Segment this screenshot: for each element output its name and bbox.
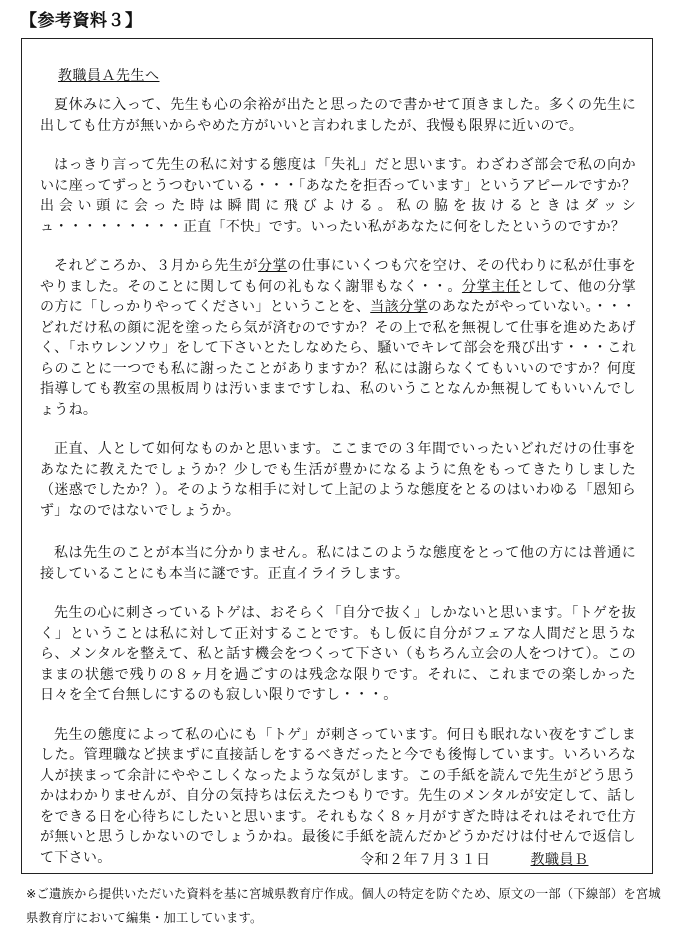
p3-text-2: の仕事にいくつも穴を空け、その代わりに私が仕事をやりました。そのことに関しても何の礼もなく謝罪もなく・・。 xyxy=(40,258,637,295)
salutation-text: 教職員Ａ先生へ xyxy=(58,68,160,84)
p3-text-4: のあなたがやっていない。・・・どれだけ私の顔に泥を塗ったら気が済むのですか？その上で私を無視して仕事を進めたあげく、「ホウレンソウ」をして下さいとたしなめたら、騒いでキレて部会を飛び出す・・・これらのことに一つでも私に謝ったことがありますか？私には謝らなくてもいいのですか？何度指導しても教室の黒板周りは汚いままですしね、私のいうことなんか無視してもいいんでしょうね。 xyxy=(40,299,637,418)
reference-label: 【参考資料３】 xyxy=(20,11,143,31)
letter-date: 令和２年７月３１日 xyxy=(360,852,491,868)
letter-paragraph-3 xyxy=(40,256,636,420)
letter-salutation xyxy=(58,65,160,85)
p3-text-1: それどころか、３月から先生が xyxy=(54,258,258,274)
p3-underlined-2: 分掌主任 xyxy=(461,278,521,295)
letter-paragraph-4: 正直、人として如何なものかと思います。ここまでの３年間でいったいどれだけの仕事をあなたに教えたでしょうか？少しでも生活が豊かになるように魚をもってきたりしました（迷惑でしたか？）。そのような相手に対して上記のような態度をとるのはいわゆる「恩知らず」なのではないでしょうか。 xyxy=(40,441,636,519)
letter-box xyxy=(21,38,653,874)
letter-paragraph-7: 先生の態度によって私の心にも「トゲ」が刺さっています。何日も眠れない夜をすごしました。管理職など挟まずに直接話しをするべきだったと今でも後悔しています。いろいろな人が挟まって余計にややこしくなったような気がします。この手紙を読んで先生がどう思うかはわかりませんが、自分の気持ちは伝えたつもりです。先生のメンタルが安定して、話しをできる日を心待ちにしたいと思います。それもなく８ヶ月がすぎた時はそれはそれで仕方が無いと思うしかないのでしょうかね。最後に手紙を読んだかどうかだけは付せんで返信して下さい。 xyxy=(40,726,636,866)
letter-paragraph-6: 先生の心に刺さっているトゲは、おそらく「自分で抜く」しかないと思います。「トゲを抜く」ということは私に対して正対することです。もし仮に自分がフェアな人間だと思うなら、メンタルを整えて、私と話す機会をつくって下さい（もちろん立会の人をつけて）。このままの状態で残りの８ヶ月を過ごすのは残念な限りです。それに、これまでの楽しかった日々を全て台無しにするのも寂しい限りですし・・・。 xyxy=(40,605,636,703)
p3-underlined-3: 当該分掌 xyxy=(370,299,428,315)
letter-paragraph-2: はっきり言って先生の私に対する態度は「失礼」だと思います。わざわざ部会で私の向かいに座ってずっとうつむいている・・・「あなたを拒否っています」というアピールですか？出会い頭に会った時は瞬間に飛びよける。私の脇を抜けるときはダッシュ・・・・・・・・・正直「不快」です。いったい私があなたに何をしたというのですか？ xyxy=(40,157,636,235)
letter-paragraph-1: 夏休みに入って、先生も心の余裕が出たと思ったので書かせて頂きました。多くの先生に出しても仕方が無いからやめた方がいいと言われましたが、我慢も限界に近いので。 xyxy=(40,97,636,134)
p3-underlined-1: 分掌 xyxy=(258,258,288,274)
letter-signature xyxy=(360,849,589,869)
p3-text-3: として、他の分掌の方に「しっかりやってください」ということを、 xyxy=(40,278,637,315)
footnote: ※ご遺族から提供いただいた資料を基に宮城県教育庁作成。個人の特定を防ぐため、原文の一部（下線部）を宮城県教育庁において編集・加工しています。 xyxy=(26,887,661,925)
letter-paragraph-5: 私は先生のことが本当に分かりません。私にはこのような態度をとって他の方には普通に接していることにも本当に謎です。正直イライラします。 xyxy=(40,545,636,582)
letter-body xyxy=(40,95,636,887)
letter-sender: 教職員Ｂ xyxy=(530,852,589,868)
